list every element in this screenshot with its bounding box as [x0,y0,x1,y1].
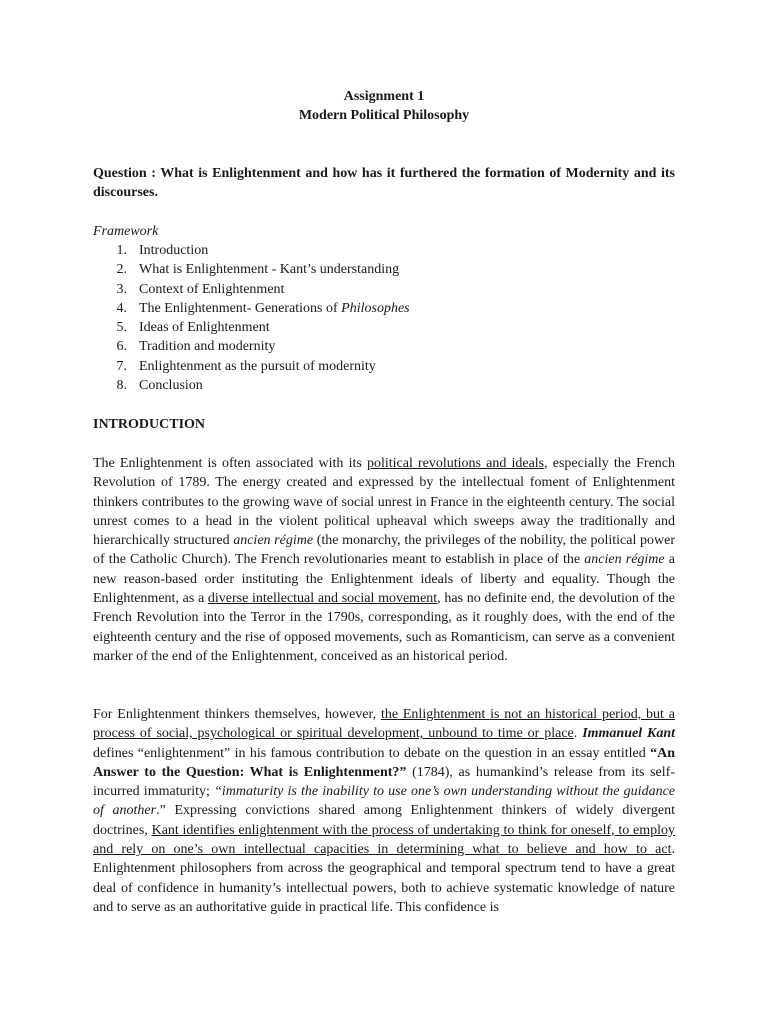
framework-item-text: Ideas of Enlightenment [139,320,270,336]
framework-item-number: 7. [116,358,127,374]
framework-item [0,280,700,299]
framework-item [0,260,700,279]
framework-item [0,318,700,337]
course-title: Modern Political Philosophy [298,108,470,123]
framework-item-text: Conclusion [139,378,203,394]
framework-item-number: 4. [116,300,127,316]
framework-list [0,241,700,395]
framework-item [0,376,700,395]
framework-item-text: Tradition and modernity [139,339,276,355]
intro-paragraph-2: For Enlightenment thinkers themselves, however, the Enlightenment is not an historical period, but a process of social, psychological or spiritual development, unbound to time or place. Immanuel Kant defines “enlightenment” in his famous contribution to debate on the question in an essay entitled “An Answer to the Question: What is Enlightenment?” (1784), as humankind’s release from its self-incurred immaturity; “immaturity is the inability to use one’s own understanding without the guidance of another.” Expressing convictions shared among Enlightenment thinkers of widely divergent doctrines, Kant identifies enlightenment with the process of undertaking to think for oneself, to employ and rely on one’s own intellectual capacities in determining what to believe and how to act. Enlightenment philosophers from across the geographical and temporal spectrum tend to have a great deal of confidence in humanity’s intellectual powers, both to achieve systematic knowledge of nature and to serve as an authoritative guide in practical life. This confidence is [93,707,676,915]
framework-item [0,299,700,318]
section-heading: INTRODUCTION [93,417,206,432]
framework-item-number: 2. [116,262,127,278]
framework-item-text: Context of Enlightenment [139,281,285,297]
framework-item-number: 1. [116,243,127,258]
framework-item-number: 6. [116,339,127,355]
framework-item-text: Enlightenment as the pursuit of modernity [139,358,376,374]
framework-title: Framework [93,224,159,239]
framework-item-text: Introduction [139,243,209,258]
framework-item [0,337,700,356]
question-text: Question : What is Enlightenment and how has it furthered the formation of Modernity and its discourses. [93,166,675,201]
framework-item-number: 8. [116,378,127,394]
framework-item-text: What is Enlightenment - Kant’s understanding [139,262,400,278]
framework-item [0,357,700,376]
framework-item [0,241,700,260]
intro-paragraph-1: The Enlightenment is often associated with its political revolutions and ideals, especially the French Revolution of 1789. The energy created and expressed by the intellectual foment of Enlightenment thinkers contributes to the growing wave of social unrest in France in the eighteenth century. The social unrest comes to a head in the violent political upheaval which sweeps away the traditionally and hierarchically structured ancien régime (the monarchy, the privileges of the nobility, the political power of the Catholic Church). The French revolutionaries meant to establish in place of the ancien régime a new reason-based order instituting the Enlightenment ideals of liberty and equality. Though the Enlightenment, as a diverse intellectual and social movement, has no definite end, the devolution of the French Revolution into the Terror in the 1790s, corresponding, as it roughly does, with the end of the eighteenth century and the rise of opposed movements, such as Romanticism, can serve as a convenient marker of the end of the Enlightenment, conceived as an historical period. [93,456,676,664]
framework-item-text: The Enlightenment- Generations of Philosophes [139,300,410,316]
framework-item-number: 3. [116,281,127,297]
assignment-title: Assignment 1 [343,89,425,104]
framework-item-number: 5. [116,320,127,336]
